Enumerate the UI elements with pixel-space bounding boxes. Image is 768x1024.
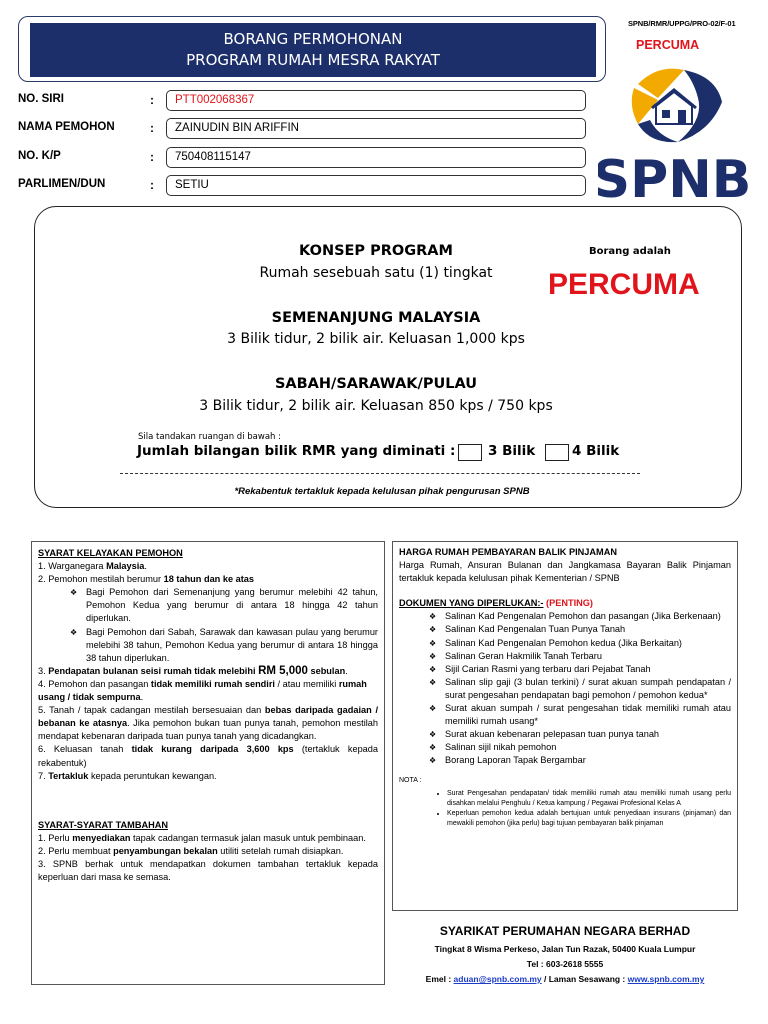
note-title: NOTA :: [399, 776, 422, 784]
form-title-line1: BORANG PERMOHONAN: [223, 30, 403, 48]
website-link[interactable]: www.spnb.com.my: [627, 974, 705, 984]
price-title: HARGA RUMAH PEMBAYARAN BALIK PINJAMAN: [399, 547, 617, 557]
colon: :: [150, 150, 154, 164]
notes-list: [399, 789, 731, 829]
company-contact: Emel : aduan@spnb.com.my / Laman Sesawang : www.spnb.com.my: [425, 974, 705, 984]
serial-label: NO. SIRI: [18, 93, 65, 105]
house-icon: [598, 58, 748, 204]
additional-item-1: 1. Perlu menyediakan tapak cadangan termasuk jalan masuk untuk pembinaan.: [38, 832, 366, 843]
document-item: ❖ Salinan sijil nikah pemohon: [423, 741, 731, 754]
eligibility-item-2: 2. Pemohon mestilah berumur 18 tahun dan ke atas: [38, 574, 255, 585]
serial-field[interactable]: PTT002068367: [166, 90, 586, 111]
colon: :: [150, 178, 154, 192]
eligibility-item-6: 6. Keluasan tanah tidak kurang daripada 3,600 kps (tertakluk kepada rekabentuk): [38, 744, 379, 768]
documents-box: [392, 541, 738, 911]
free-big-label: PERCUMA: [548, 268, 700, 301]
documents-list: [423, 610, 731, 767]
company-tel: Tel : 603-2618 5555: [526, 959, 604, 969]
document-item: ❖ Salinan Kad Pengenalan Pemohon dan pasangan (Jika Berkenaan): [423, 610, 731, 623]
region1-title: SEMENANJUNG MALAYSIA: [271, 310, 481, 326]
eligibility-item-4: 4. Pemohon dan pasangan tidak memiliki rumah sendiri / atau memiliki rumah usang / tidak sempurna.: [38, 678, 367, 703]
eligibility-item-5: 5. Tanah / tapak cadangan mestilah bersesuaian dan bebas daripada gadaian / bebanan ke atasnya. Jika pemohon bukan tuan punya tanah, pemohon mestilah mendapat kebenaran daripada tuan punya tanah yang dicadangkan.: [38, 705, 379, 742]
additional-item-3: 3. SPNB berhak untuk mendapatkan dokumen tambahan tertakluk kepada keperluan dari masa ke semasa.: [38, 858, 378, 883]
eligibility-title: SYARAT KELAYAKAN PEMOHON: [38, 548, 183, 558]
design-footnote: *Rekabentuk tertakluk kepada kelulusan pihak pengurusan SPNB: [234, 486, 530, 497]
company-address: Tingkat 8 Wisma Perkeso, Jalan Tun Razak, 50400 Kuala Lumpur: [434, 944, 696, 954]
ic-number-label: NO. K/P: [18, 150, 61, 162]
document-item: ❖ Borang Laporan Tapak Bergambar: [423, 754, 731, 767]
room-question: Jumlah bilangan bilik RMR yang diminati :: [137, 443, 456, 459]
ic-number-field[interactable]: 750408115147: [166, 147, 586, 168]
spnb-logo: [598, 58, 748, 204]
note-item: • Keperluan pemohon kedua adalah bertujuan untuk penyediaan insurans (pinjaman) dan mewakili pemohon (jika perlu) bagi tujuan pembayaran balik pinjaman: [447, 809, 731, 829]
constituency-label: PARLIMEN/DUN: [18, 178, 106, 190]
free-note: Borang adalah: [589, 246, 671, 257]
eligibility-box: [31, 541, 385, 985]
applicant-name-label: NAMA PEMOHON: [18, 121, 115, 133]
region2-title: SABAH/SARAWAK/PULAU: [274, 376, 478, 392]
documents-title: DOKUMEN YANG DIPERLUKAN:- (PENTING): [399, 598, 593, 609]
region2-desc: 3 Bilik tidur, 2 bilik air. Keluasan 850 kps / 750 kps: [199, 398, 553, 414]
four-room-checkbox[interactable]: [545, 444, 569, 461]
eligibility-item-7: 7. Tertakluk kepada peruntukan kewangan.: [38, 770, 217, 781]
form-title: [30, 23, 596, 77]
colon: :: [150, 121, 154, 135]
form-code: SPNB/RMR/UPPG/PRO-02/F-01: [628, 19, 736, 28]
eligibility-item-1: 1. Warganegara Malaysia.: [38, 561, 147, 572]
email-link[interactable]: aduan@spnb.com.my: [453, 974, 542, 984]
document-item: ❖ Salinan Geran Hakmilik Tanah Terbaru: [423, 650, 731, 663]
logo-text: SPNB: [598, 150, 748, 204]
mark-instruction: Sila tandakan ruangan di bawah :: [138, 432, 281, 442]
free-label: PERCUMA: [636, 38, 700, 52]
document-item: ❖ Salinan Kad Pengenalan Tuan Punya Tanah: [423, 623, 731, 636]
company-name: SYARIKAT PERUMAHAN NEGARA BERHAD: [439, 924, 691, 938]
four-room-label: 4 Bilik: [572, 443, 620, 459]
price-text: Harga Rumah, Ansuran Bulanan dan Jangkamasa Bayaran Balik Pinjaman tertakluk kepada kelulusan pihak Kementerian / SPNB: [399, 560, 731, 584]
form-title-banner: [18, 16, 606, 82]
eligibility-item-3: 3. Pendapatan bulanan seisi rumah tidak melebihi RM 5,000 sebulan.: [38, 664, 348, 677]
region1-desc: 3 Bilik tidur, 2 bilik air. Keluasan 1,000 kps: [227, 331, 525, 347]
document-item: ❖ Surat akuan sumpah / surat pengesahan tidak memiliki rumah atau memiliki rumah usang*: [423, 702, 731, 728]
applicant-name-field[interactable]: ZAINUDIN BIN ARIFFIN: [166, 118, 586, 139]
document-item: ❖ Sijil Carian Rasmi yang terbaru dari Pejabat Tanah: [423, 663, 731, 676]
concept-heading: KONSEP PROGRAM: [299, 243, 453, 259]
three-room-checkbox[interactable]: [458, 444, 482, 461]
concept-subheading: Rumah sesebuah satu (1) tingkat: [259, 265, 493, 281]
constituency-field[interactable]: SETIU: [166, 175, 586, 196]
document-item: ❖ Salinan slip gaji (3 bulan terkini) / surat akuan sumpah pendapatan / surat pengesahan pendapatan bagi pemohon / pemohon kedua*: [423, 676, 731, 702]
age-sub-item-1: ❖ Bagi Pemohon dari Semenanjung yang berumur melebihi 42 tahun, Pemohon Kedua yang berumur di antara 18 hingga 42 tahun diperlukan.: [64, 586, 378, 625]
document-item: ❖ Salinan Kad Pengenalan Pemohon kedua (Jika Berkaitan): [423, 637, 731, 650]
additional-title: SYARAT-SYARAT TAMBAHAN: [38, 819, 168, 830]
three-room-label: 3 Bilik: [488, 443, 536, 459]
colon: :: [150, 93, 154, 107]
important-label: (PENTING): [546, 598, 593, 609]
age-sub-item-2: ❖ Bagi Pemohon dari Sabah, Sarawak dan kawasan pulau yang berumur melebihi 38 tahun, Pemohon Kedua yang berumur di antara 18 hingga 38 tahun diperlukan.: [64, 626, 378, 665]
form-title-line2: PROGRAM RUMAH MESRA RAKYAT: [186, 51, 440, 69]
age-sub-list: [64, 586, 378, 665]
additional-item-2: 2. Perlu membuat penyambungan bekalan utiliti setelah rumah disiapkan.: [38, 845, 344, 856]
note-item: • Surat Pengesahan pendapatan/ tidak memiliki rumah atau memiliki rumah usang perlu disahkan melalui Penghulu / Ketua kampung / Pegawai Profesional Kelas A: [447, 789, 731, 809]
divider: [120, 473, 640, 474]
document-item: ❖ Surat akuan kebenaran pelepasan tuan punya tanah: [423, 728, 731, 741]
